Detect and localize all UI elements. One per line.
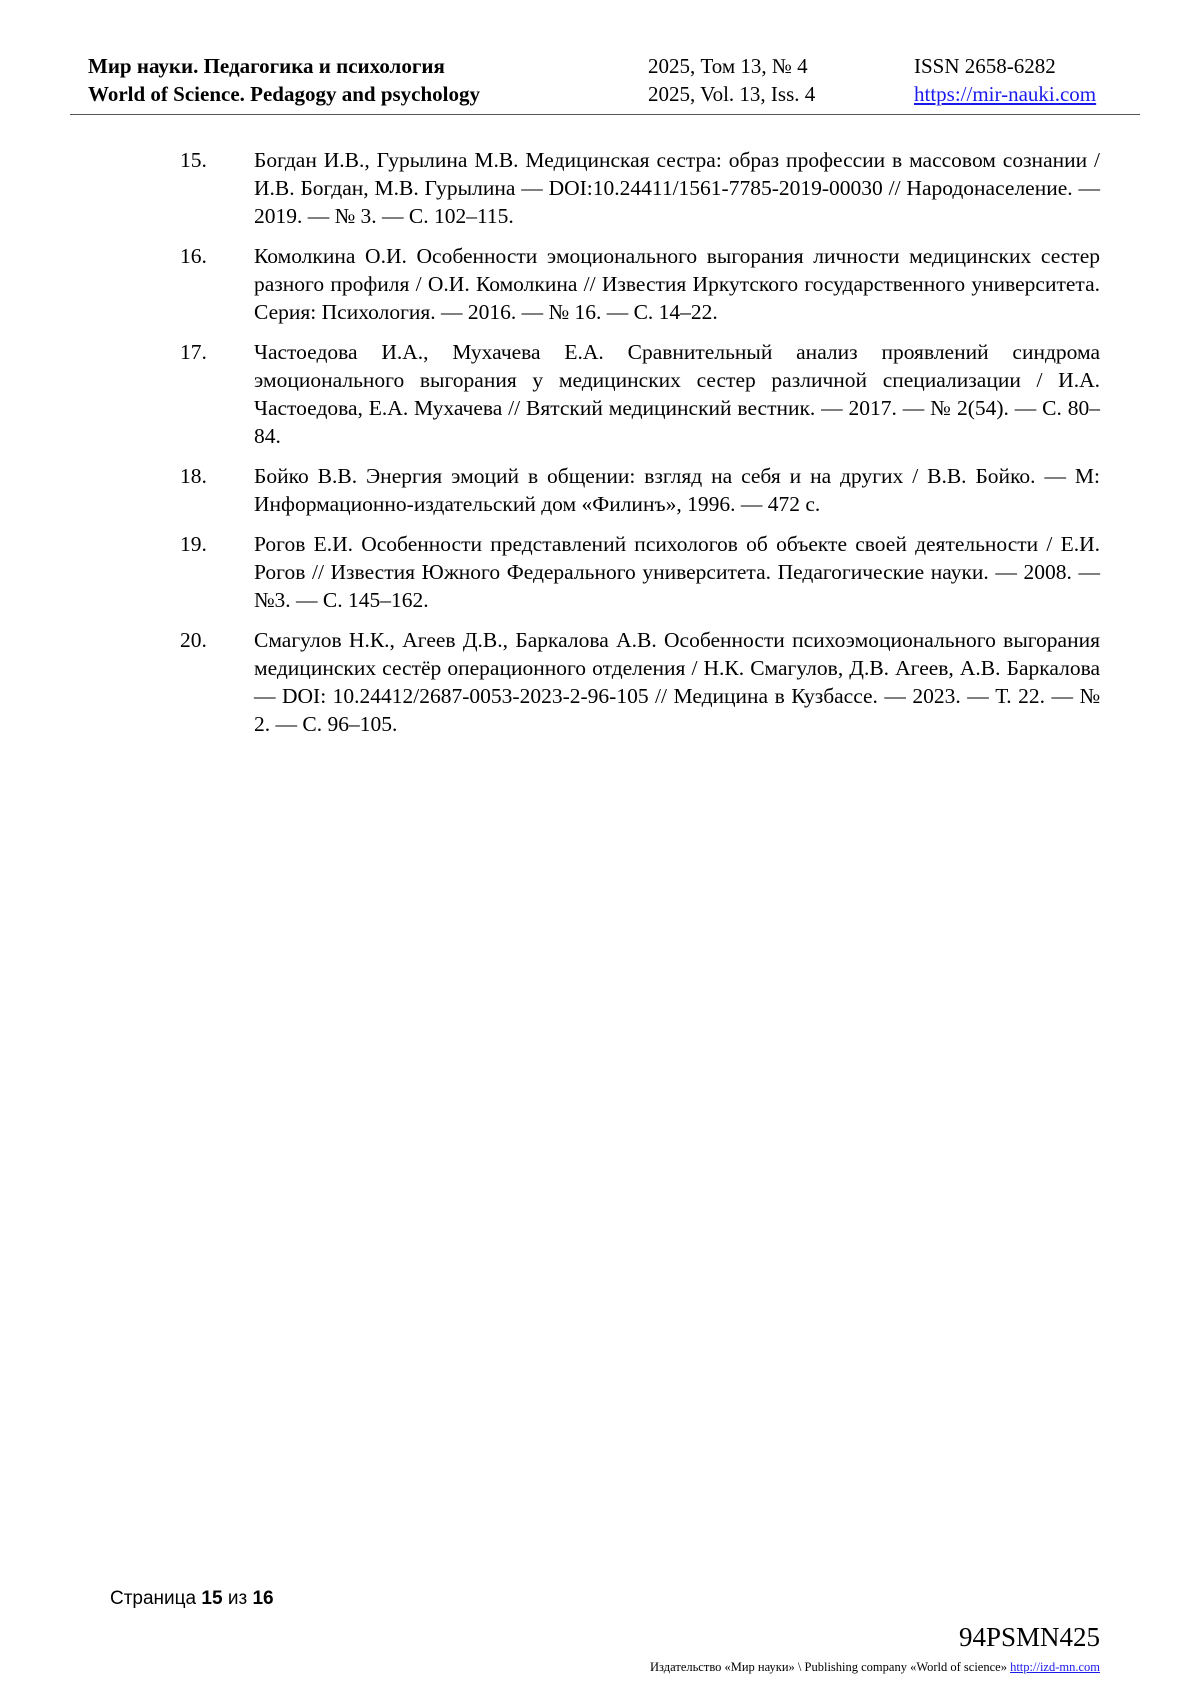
journal-url-link[interactable]: https://mir-nauki.com bbox=[914, 82, 1097, 106]
reference-text: Смагулов Н.К., Агеев Д.В., Баркалова А.В. Особенности психоэмоционального выгорания медицинских сестёр операционного отделения / Н.К. Смагулов, Д.В. Агеев, А.В. Баркалова — DOI: 10.24412/2687-0053-2023-2-96-105 // Медицина в Кузбассе. — 2023. — Т. 22. — № 2. — С. 96–105. bbox=[254, 628, 1100, 736]
journal-title-ru: Мир науки. Педагогика и психология bbox=[88, 54, 445, 78]
page-total: 16 bbox=[252, 1588, 274, 1609]
page-word: Страница bbox=[110, 1588, 197, 1609]
page-header bbox=[70, 52, 1140, 115]
reference-text: Комолкина О.И. Особенности эмоционального выгорания личности медицинских сестер разного профиля / О.И. Комолкина // Известия Иркутского государственного университета. Серия: Психология. — 2016. — № 16. — С. 14–22. bbox=[254, 244, 1100, 324]
reference-number: 18. bbox=[180, 464, 207, 488]
issn-block bbox=[914, 52, 1096, 108]
journal-title-block bbox=[88, 52, 480, 108]
issn: ISSN 2658-6282 bbox=[914, 54, 1056, 78]
publisher-line bbox=[650, 1660, 1100, 1675]
article-code: 94PSMN425 bbox=[958, 1622, 1100, 1652]
reference-text: Рогов Е.И. Особенности представлений психологов об объекте своей деятельности / Е.И. Рогов // Известия Южного Федерального университета. Педагогические науки. — 2008. — №3. — С. 145–162. bbox=[254, 532, 1100, 612]
page-of: из bbox=[227, 1588, 248, 1609]
reference-item bbox=[180, 626, 1100, 738]
publisher-text: Издательство «Мир науки» \ Publishing company «World of science» bbox=[650, 1660, 1007, 1674]
reference-text: Богдан И.В., Гурылина М.В. Медицинская сестра: образ профессии в массовом сознании / И.В. Богдан, М.В. Гурылина — DOI:10.24411/1561-7785-2019-00030 // Народонаселение. — 2019. — № 3. — С. 102–115. bbox=[254, 148, 1100, 228]
reference-number: 20. bbox=[180, 628, 207, 652]
reference-number: 15. bbox=[180, 148, 207, 172]
reference-item bbox=[180, 338, 1100, 450]
reference-number: 17. bbox=[180, 340, 207, 364]
issue-ru: 2025, Том 13, № 4 bbox=[648, 54, 808, 78]
reference-item bbox=[180, 242, 1100, 326]
reference-number: 19. bbox=[180, 532, 207, 556]
reference-number: 16. bbox=[180, 244, 207, 268]
issue-en: 2025, Vol. 13, Iss. 4 bbox=[648, 82, 816, 106]
page-number bbox=[110, 1588, 274, 1610]
reference-text: Бойко В.В. Энергия эмоций в общении: взгляд на себя и на других / В.В. Бойко. — М: Информационно-издательский дом «Филинъ», 1996. — 472 с. bbox=[254, 464, 1100, 516]
reference-item bbox=[180, 146, 1100, 230]
journal-title-en: World of Science. Pedagogy and psychology bbox=[88, 82, 481, 106]
issue-block bbox=[648, 52, 815, 108]
page-current: 15 bbox=[201, 1588, 223, 1609]
reference-text: Частоедова И.А., Мухачева Е.А. Сравнительный анализ проявлений синдрома эмоционального выгорания у медицинских сестер различной специализации / И.А. Частоедова, Е.А. Мухачева // Вятский медицинский вестник. — 2017. — № 2(54). — С. 80–84. bbox=[254, 340, 1100, 448]
publisher-url-link[interactable]: http://izd-mn.com bbox=[1010, 1660, 1100, 1674]
reference-item bbox=[180, 462, 1100, 518]
reference-list bbox=[180, 146, 1100, 750]
reference-item bbox=[180, 530, 1100, 614]
